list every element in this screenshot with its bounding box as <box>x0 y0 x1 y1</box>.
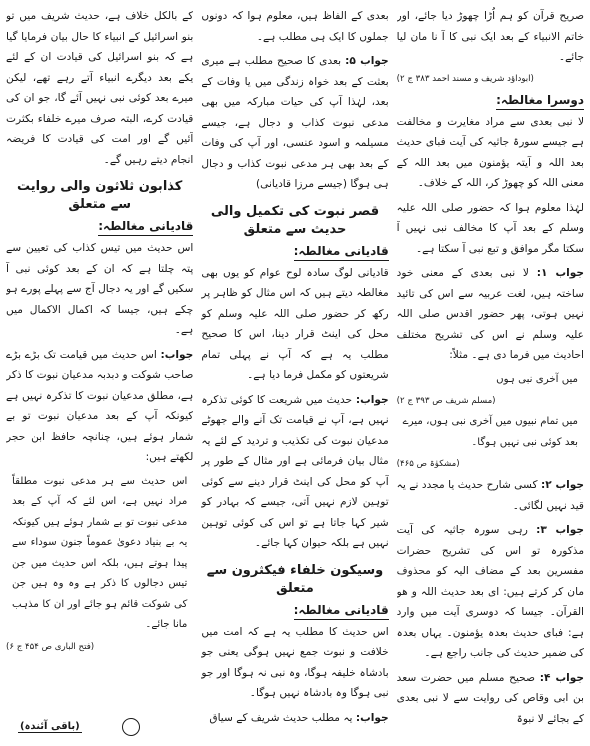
answer-text: اس حدیث میں قیامت تک بڑے بڑے صاحب شوکت و دبدبہ مدعیان نبوت کا ذکر ہے، مطلق مدعیان نبوت کا تذکرہ نہیں ہے کیونکہ آپ کے بعد مدعیان نبوت تو بے شمار ہوئے ہیں، چنانچہ حافظ ابن حجر لکھتے ہیں: <box>6 348 194 463</box>
answer-paragraph <box>6 345 193 468</box>
answer-text: صحیح مسلم میں حضرت سعد بن ابی وقاص کی روایت سے لا نبی بعدی کے بجائے لا نبوۃ <box>396 671 584 725</box>
answer-label: جواب ۵: <box>345 55 389 67</box>
answer-label: جواب: <box>355 711 389 724</box>
column-left <box>6 6 193 746</box>
quotation: اس حدیث سے ہر مدعی نبوت مطلقاً مراد نہیں ہے، اس لئے کہ آپ کے بعد مدعی نبوت تو بے شمار ہوئے ہیں کیونکہ یہ بے بنیاد دعویٰ عموماً جنون سوداء سے پیدا ہوتے ہیں، بلکہ اس حدیث میں جن تیس دجالوں کا ذکر ہے وہ وہ ہیں جن کی شوکت قائم ہو جائے اور ان کا مذہب مانا جائے۔ <box>12 475 188 630</box>
answer-paragraph <box>201 708 388 729</box>
answer-paragraph <box>397 668 584 730</box>
answer-text: لا نبی بعدی کے معنی خود ساختہ ہیں، لغت عربیہ سے اس کی تائید نہیں ہوتی، پھر حضور اقدس صلی اللہ علیہ وسلم نے اس کی تشریح مختلف احادیث میں فرما دی ہے۔ مثلاً: <box>396 267 584 361</box>
paragraph: صریح قرآن کو ہم اُڑا چھوڑ دیا جائے، اور خاتم الانبیاء کے بعد ایک نبی کا آ نا مان لیا جائے۔ <box>396 10 584 63</box>
section-heading: وسیکون خلفاء فیکثرون سے متعلق <box>206 562 384 596</box>
answer-text: یہ مطلب حدیث شریف کے سیاق <box>209 711 353 724</box>
quotation: میں آخری نبی ہوں <box>496 373 578 385</box>
answer-text: حدیث میں شریعت کا کوئی تذکرہ نہیں ہے، آپ نے قیامت تک آنے والے جھوٹے مدعیان نبوت کی تکذیب و تردید کے لئے یہ مثال بیان فرمائی ہے اور مثال کے طور پر آپ کو محل کی اینٹ قرار دینے سے کوئی توہین لازم نہیں آتی، جیسے کہ بہادر کو شیر کہا جاتا ہے تو اس کی کوئی توہین نہیں ہے بلکہ حیوان کہا جائے۔ <box>201 393 389 549</box>
answer-paragraph <box>201 51 388 195</box>
paragraph: لا نبی بعدی سے مراد مغایرت و مخالفت ہے جیسے سورۃ جاثیہ کی آیت فبای حدیث بعد اللہ و آیتہ یؤمنون میں بعد اللہ کے معنی اللہ کو چھوڑ کر، اللہ کے خلاف۔ <box>396 115 584 189</box>
citation: (ابوداؤد شریف و مسند احمد ۳۸۳ ج ۲) <box>396 73 534 84</box>
section-heading: کذابون ثلاثون والی روایت سے متعلق <box>17 179 183 212</box>
answer-text: رہی سورہ جاثیہ کی آیت مذکورہ تو اس کی تشریح حضرات مفسرین بعد کے مضاف الیہ کو محذوف مان کر کرتے ہیں: ای بعد حدیث اللہ و هو القرآن۔ جیسا کہ دوسری آیت میں وارد ہے: فبای حدیث بعدہ یؤمنون۔ یہاں بعدہ کی ضمیر حدیث کی جانب راجع ہے۔ <box>396 524 584 659</box>
paragraph: کے بالکل خلاف ہے، حدیث شریف میں تو بنو اسرائیل کے انبیاء کا حال بیان فرمایا گیا ہے کہ بنو اسرائیل کی قیادت ان کے لئے یکے بعد دیگرے انبیاء آتے رہے تھے، لیکن میرے بعد کوئی نبی نہیں آئے گا، جو ان کی قیادت کرے، البتہ صرف میرے خلفاء بکثرت آئیں گے اور امت کی قیادت کا فریضہ انجام دیتے رہیں گے۔ <box>6 10 194 166</box>
answer-label: جواب: <box>160 348 194 361</box>
column-right <box>397 6 584 746</box>
answer-paragraph <box>397 520 584 664</box>
section-subheading: قادیانی مغالطہ: <box>98 218 193 236</box>
column-middle <box>201 6 388 746</box>
paragraph: قادیانی لوگ سادہ لوح عوام کو یوں بھی مغالطہ دیتے ہیں کہ اس مثال کو ظاہر پر رکھ کر حضور صلی اللہ علیہ وسلم کو محل کی اینٹ قرار دینا، اس کا صحیح مطلب یہ ہے کہ آپ نے پہلی تمام شریعتوں کو مکمل فرما دیا ہے۔ <box>201 266 389 381</box>
paragraph: لہٰذا معلوم ہوا کہ حضور صلی اللہ علیہ وسلم کے بعد آپ کا مخالف نبی نہیں آ سکتا مگر موافق و تبع نبی آ سکتا ہے۔ <box>396 201 584 255</box>
continued-label: (باقی آئندہ) <box>20 721 80 732</box>
answer-text: بعدی کا صحیح مطلب ہے میری بعثت کے بعد خواہ زندگی میں یا وفات کے بعد، لہٰذا آپ کی حیات مبارکہ میں بھی مدعی نبوت کذاب و دجال ہے، جیسے مسیلمہ و اسود عنسی، اور آپ کی وفات کے بعد بھی ہر مدعی نبوت کذاب و دجال ہی ہوگا (جیسے مرزا قادیانی) <box>201 55 389 190</box>
section-subheading: دوسرا مغالطہ: <box>496 92 584 110</box>
answer-paragraph <box>397 263 584 366</box>
answer-label: جواب ۱: <box>536 267 584 279</box>
answer-label: جواب: <box>355 393 389 406</box>
answer-text: کسی شارح حدیث یا مجدد نے یہ قید نہیں لگائی۔ <box>396 479 584 512</box>
quotation: میں تمام نبیوں میں آخری نبی ہوں، میرے بعد کوئی نبی نہیں ہوگا۔ <box>402 416 578 448</box>
section-subheading: قادیانی مغالطہ: <box>294 602 389 620</box>
answer-paragraph <box>201 390 388 554</box>
answer-label: جواب ۴: <box>539 671 584 684</box>
answer-label: جواب ۲: <box>540 479 584 491</box>
citation: (مشکوٰۃ ص ۴۶۵) <box>396 459 460 469</box>
page-circle-icon <box>122 718 140 736</box>
section-subheading: قادیانی مغالطہ: <box>294 243 389 261</box>
answer-paragraph <box>397 475 584 516</box>
citation: (مسلم شریف ص ۳۹۳ ج ۲) <box>396 396 496 406</box>
citation: (فتح الباری ص ۴۵۴ ج ۶) <box>6 641 95 652</box>
paragraph: اس حدیث کا مطلب یہ ہے کہ امت میں خلافت و نبوت جمع نہیں ہوگی یعنی جو بادشاہ خلیفہ ہوگا، وہ نبی نہ ہوگا اور جو نبی ہوگا وہ بادشاہ نہیں ہوگا۔ <box>201 625 389 699</box>
paragraph: بعدی کے الفاظ ہیں، معلوم ہوا کہ دونوں جملوں کا ایک ہی مطلب ہے۔ <box>201 10 389 43</box>
page-footer <box>18 718 140 736</box>
section-heading: قصر نبوت کی تکمیل والی حدیث سے متعلق <box>210 203 380 237</box>
answer-label: جواب ۳: <box>536 524 584 536</box>
paragraph: اس حدیث میں تیس کذاب کی تعیین سے پتہ چلتا ہے کہ ان کے بعد کوئی نبی آ سکیں گے اور یہ دجال آج سے پہلے پورے ہو چکے ہیں، جیسا کہ اکمال الاکمال میں ہے۔ <box>6 242 194 336</box>
